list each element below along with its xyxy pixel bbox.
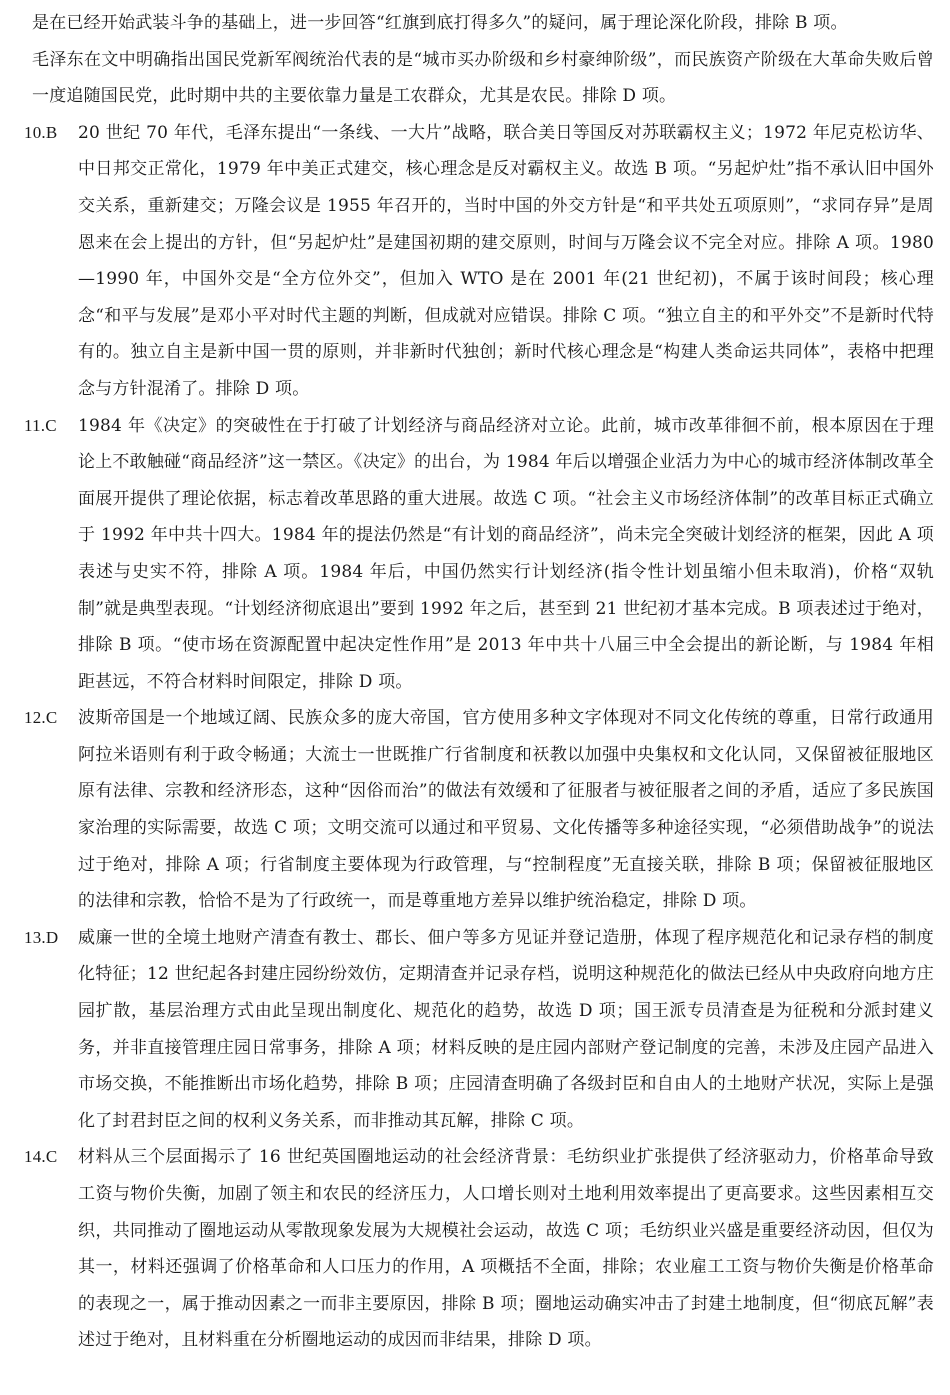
- item-number: 13.D: [24, 927, 59, 947]
- answer-item-11: [24, 408, 934, 701]
- item-text: 1984 年《决定》的突破性在于打破了计划经济与商品经济对立论。此前，城市改革徘徊不前，根本原因在于理论上不敢触碰“商品经济”这一禁区。《决定》的出台，为 1984 年后以增强企业活力为中心的城市经济体制改革全面展开提供了理论依据，标志着改革思路的重大进展。故选 C 项。“社会主义市场经济体制”的改革目标正式确立于 1992 年中共十四大。1984 年的提法仍然是“有计划的商品经济”，尚未完全突破计划经济的框架，因此 A 项表述与史实不符，排除 A 项。1984 年后，中国仍然实行计划经济(指令性计划虽缩小但未取消)，价格“双轨制”就是典型表现。“计划经济彻底退出”要到 1992 年之后，甚至到 21 世纪初才基本完成。B 项表述过于绝对，排除 B 项。“使市场在资源配置中起决定性作用”是 2013 年中共十八届三中全会提出的新论断，与 1984 年相距甚远，不符合材料时间限定，排除 D 项。: [78, 415, 934, 692]
- answer-explanations: [24, 5, 934, 1359]
- item-text: 20 世纪 70 年代，毛泽东提出“一条线、一大片”战略，联合美日等国反对苏联霸权主义；1972 年尼克松访华、中日邦交正常化，1979 年中美正式建交，核心理念是反对霸权主义。故选 B 项。“另起炉灶”指不承认旧中国外交关系，重新建交；万隆会议是 1955 年召开的，当时中国的外交方针是“和平共处五项原则”，“求同存异”是周恩来在会上提出的方针，但“另起炉灶”是建国初期的建交原则，时间与万隆会议不完全对应。排除 A 项。1980—1990 年，中国外交是“全方位外交”，但加入 WTO 是在 2001 年(21 世纪初)，不属于该时间段；核心理念“和平与发展”是邓小平对时代主题的判断，但成就对应错误。排除 C 项。“独立自主的和平外交”不是新时代特有的。独立自主是新中国一贯的原则，并非新时代独创；新时代核心理念是“构建人类命运共同体”，表格中把理念与方针混淆了。排除 D 项。: [78, 122, 934, 399]
- item-text: 波斯帝国是一个地域辽阔、民族众多的庞大帝国，官方使用多种文字体现对不同文化传统的尊重，日常行政通用阿拉米语则有利于政令畅通；大流士一世既推广行省制度和祆教以加强中央集权和文化认同，又保留被征服地区原有法律、宗教和经济形态，这种“因俗而治”的做法有效缓和了征服者与被征服者之间的矛盾，适应了多民族国家治理的实际需要，故选 C 项；文明交流可以通过和平贸易、文化传播等多种途径实现，“必须借助战争”的说法过于绝对，排除 A 项；行省制度主要体现为行政管理，与“控制程度”无直接关联，排除 B 项；保留被征服地区的法律和宗教，恰恰不是为了行政统一，而是尊重地方差异以维护统治稳定，排除 D 项。: [78, 708, 934, 912]
- item-number: 14.C: [24, 1147, 58, 1167]
- answer-item-12: [24, 700, 934, 920]
- answer-item-13: [24, 920, 934, 1140]
- answer-item-14: [24, 1139, 934, 1359]
- item-number: 12.C: [24, 708, 58, 728]
- item-number: 10.B: [24, 122, 58, 142]
- answer-item-10: [24, 115, 934, 408]
- item-number: 11.C: [24, 415, 57, 435]
- intro-paragraph-1: 是在已经开始武装斗争的基础上，进一步回答“红旗到底打得多久”的疑问，属于理论深化阶段，排除 B 项。: [32, 13, 848, 33]
- item-text: 威廉一世的全境土地财产清查有教士、郡长、佃户等多方见证并登记造册，体现了程序规范化和记录存档的制度化特征；12 世纪起各封建庄园纷纷效仿，定期清查并记录存档，说明这种规范化的做法已经从中央政府向地方庄园扩散，基层治理方式由此呈现出制度化、规范化的趋势，故选 D 项；国王派专员清查是为征税和分派封建义务，并非直接管理庄园日常事务，排除 A 项；材料反映的是庄园内部财产登记制度的完善，未涉及庄园产品进入市场交换，不能推断出市场化趋势，排除 B 项；庄园清查明确了各级封臣和自由人的土地财产状况，实际上是强化了封君封臣之间的权利义务关系，而非推动其瓦解，排除 C 项。: [78, 927, 934, 1131]
- intro-paragraph-2: 毛泽东在文中明确指出国民党新军阀统治代表的是“城市买办阶级和乡村豪绅阶级”，而民族资产阶级在大革命失败后曾一度追随国民党，此时期中共的主要依靠力量是工农群众，尤其是农民。排除 D 项。: [32, 49, 934, 107]
- item-text: 材料从三个层面揭示了 16 世纪英国圈地运动的社会经济背景：毛纺织业扩张提供了经济驱动力，价格革命导致工资与物价失衡，加剧了领主和农民的经济压力，人口增长则对土地利用效率提出了更高要求。这些因素相互交织，共同推动了圈地运动从零散现象发展为大规模社会运动，故选 C 项；毛纺织业兴盛是重要经济动因，但仅为其一，材料还强调了价格革命和人口压力的作用，A 项概括不全面，排除；农业雇工工资与物价失衡是价格革命的表现之一，属于推动因素之一而非主要原因，排除 B 项；圈地运动确实冲击了封建土地制度，但“彻底瓦解”表述过于绝对，且材料重在分析圈地运动的成因而非结果，排除 D 项。: [78, 1147, 934, 1351]
